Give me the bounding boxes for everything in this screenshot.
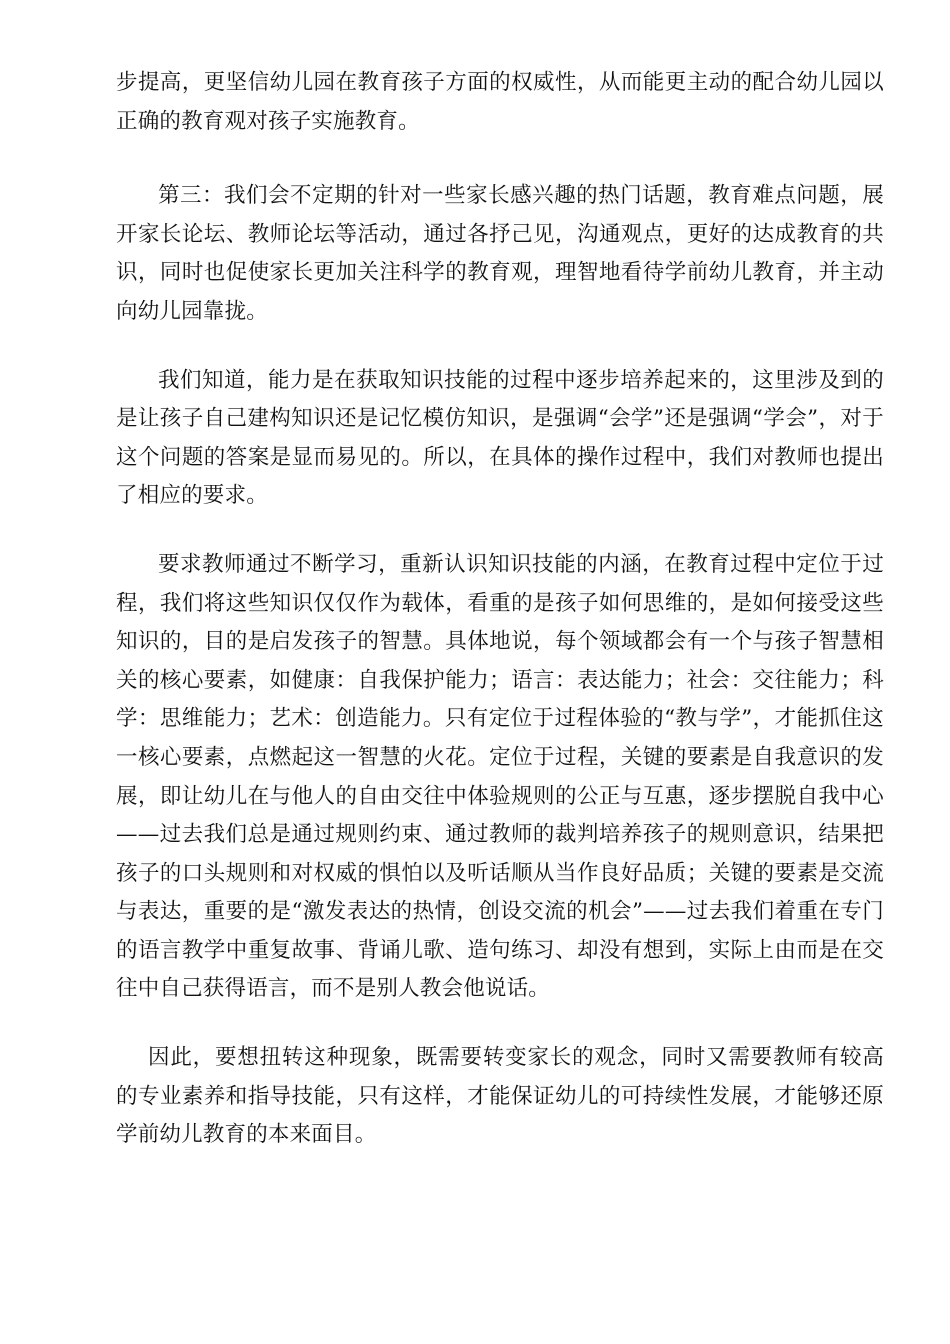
paragraph-conclusion: 因此，要想扭转这种现象，既需要转变家长的观念，同时又需要教师有较高的专业素养和指导技能，只有这样，才能保证幼儿的可持续性发展，才能够还原学前幼儿教育的本来面目。 [116,1045,884,1148]
paragraph-parent-forum: 第三：我们会不定期的针对一些家长感兴趣的热门话题，教育难点问题，展开家长论坛、教师论坛等活动，通过各抒己见，沟通观点，更好的达成教育的共识，同时也促使家长更加关注科学的教育观，理智地看待学前幼儿教育，并主动向幼儿园靠拢。 [116,183,884,324]
paragraph-ability-knowledge: 我们知道，能力是在获取知识技能的过程中逐步培养起来的，这里涉及到的是让孩子自己建构知识还是记忆模仿知识，是强调“会学”还是强调“学会”，对于这个问题的答案是显而易见的。所以，在具体的操作过程中，我们对教师也提出了相应的要求。 [116,367,884,509]
paragraph-continuation: 步提高，更坚信幼儿园在教育孩子方面的权威性，从而能更主动的配合幼儿园以正确的教育观对孩子实施教育。 [116,70,884,134]
paragraph-teacher-requirements: 要求教师通过不断学习，重新认识知识技能的内涵，在教育过程中定位于过程，我们将这些知识仅仅作为载体，看重的是孩子如何思维的，是如何接受这些知识的，目的是启发孩子的智慧。具体地说，每个领域都会有一个与孩子智慧相关的核心要素，如健康：自我保护能力；语言：表达能力；社会：交往能力；科学：思维能力；艺术：创造能力。只有定位于过程体验的“教与学”，才能抓住这一核心要素，点燃起这一智慧的火花。定位于过程，关键的要素是自我意识的发展，即让幼儿在与他人的自由交往中体验规则的公正与互惠，逐步摆脱自我中心——过去我们总是通过规则约束、通过教师的裁判培养孩子的规则意识，结果把孩子的口头规则和对权威的惧怕以及听话顺从当作良好品质；关键的要素是交流与表达，重要的是“激发表达的热情，创设交流的机会”——过去我们着重在专门的语言教学中重复故事、背诵儿歌、造句练习、却没有想到，实际上由而是在交往中自己获得语言，而不是别人教会他说话。 [116,551,884,1002]
document-page [116,64,884,1185]
